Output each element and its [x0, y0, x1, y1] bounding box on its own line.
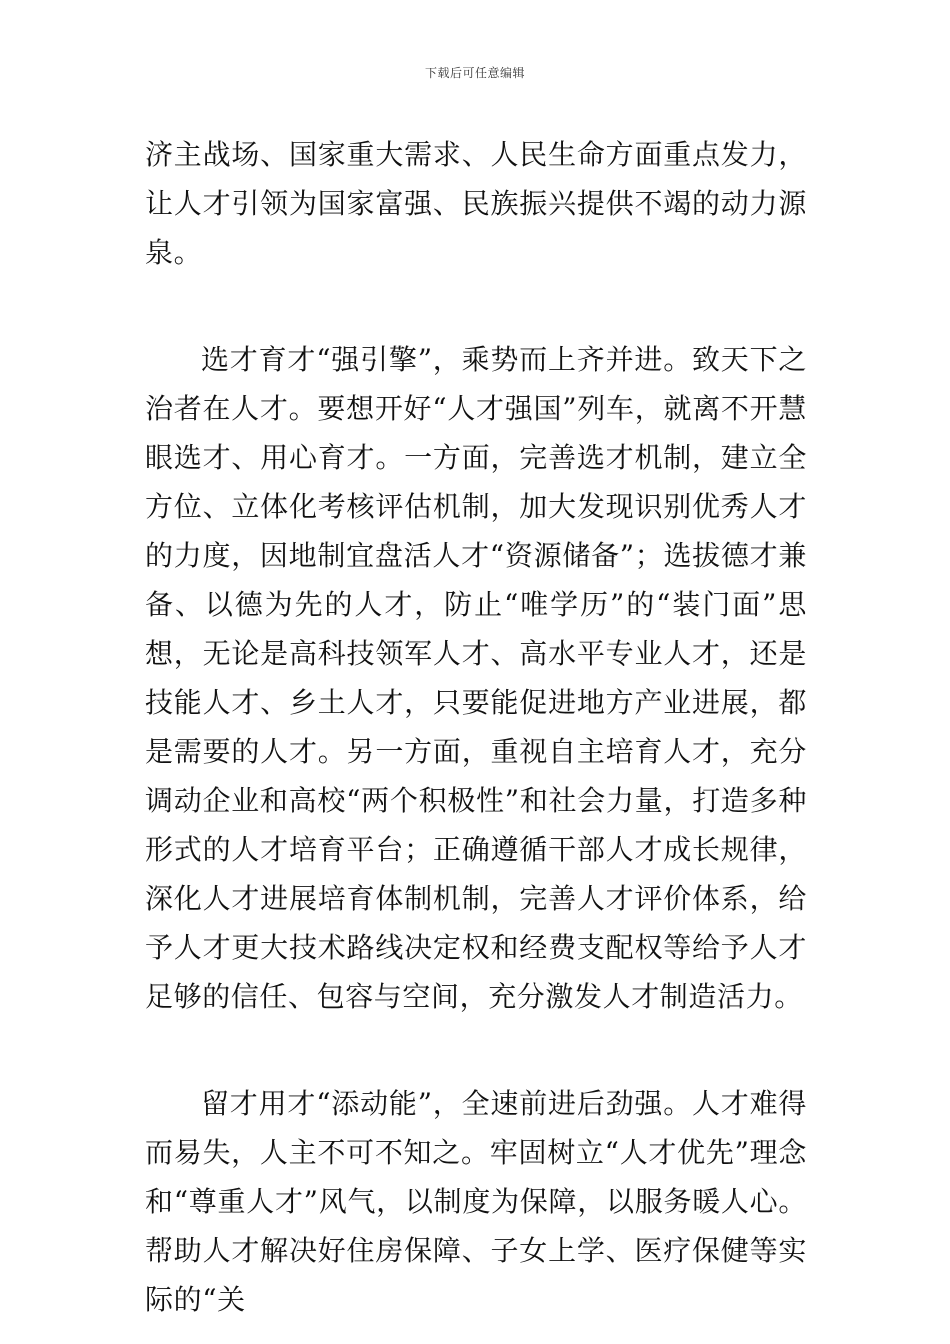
paragraph-retain-use-talent: 留才用才“添动能”，全速前进后劲强。人才难得而易失，人主不可不知之。牢固树立“人才优先”理念和“尊重人才”风气，以制度为保障，以服务暖人心。帮助人才解决好住房保障、子女上学、医疗保健等实际的“关 — [145, 1087, 807, 1316]
page-header-note: 下载后可任意编辑 — [424, 66, 525, 80]
paragraph-select-train-talent: 选才育才“强引擎”，乘势而上齐并进。致天下之治者在人才。要想开好“人才强国”列车，就离不开慧眼选才、用心育才。一方面，完善选才机制，建立全方位、立体化考核评估机制，加大发现识别优秀人才的力度，因地制宜盘活人才“资源储备”；选拔德才兼备、以德为先的人才，防止“唯学历”的“装门面”思想，无论是高科技领军人才、高水平专业人才，还是技能人才、乡土人才，只要能促进地方产业进展，都是需要的人才。另一方面，重视自主培育人才，充分调动企业和高校“两个积极性”和社会力量，打造多种形式的人才培育平台；正确遵循干部人才成长规律，深化人才进展培育体制机制，完善人才评价体系，给予人才更大技术路线决定权和经费支配权等给予人才足够的信任、包容与空间，充分激发人才制造活力。 — [145, 343, 807, 1013]
paragraph-gap — [145, 1021, 807, 1079]
paragraph-continuation: 济主战场、国家重大需求、人民生命方面重点发力，让人才引领为国家富强、民族振兴提供不竭的动力源泉。 — [145, 138, 807, 269]
document-body — [145, 130, 807, 1324]
paragraph-gap — [145, 277, 807, 335]
